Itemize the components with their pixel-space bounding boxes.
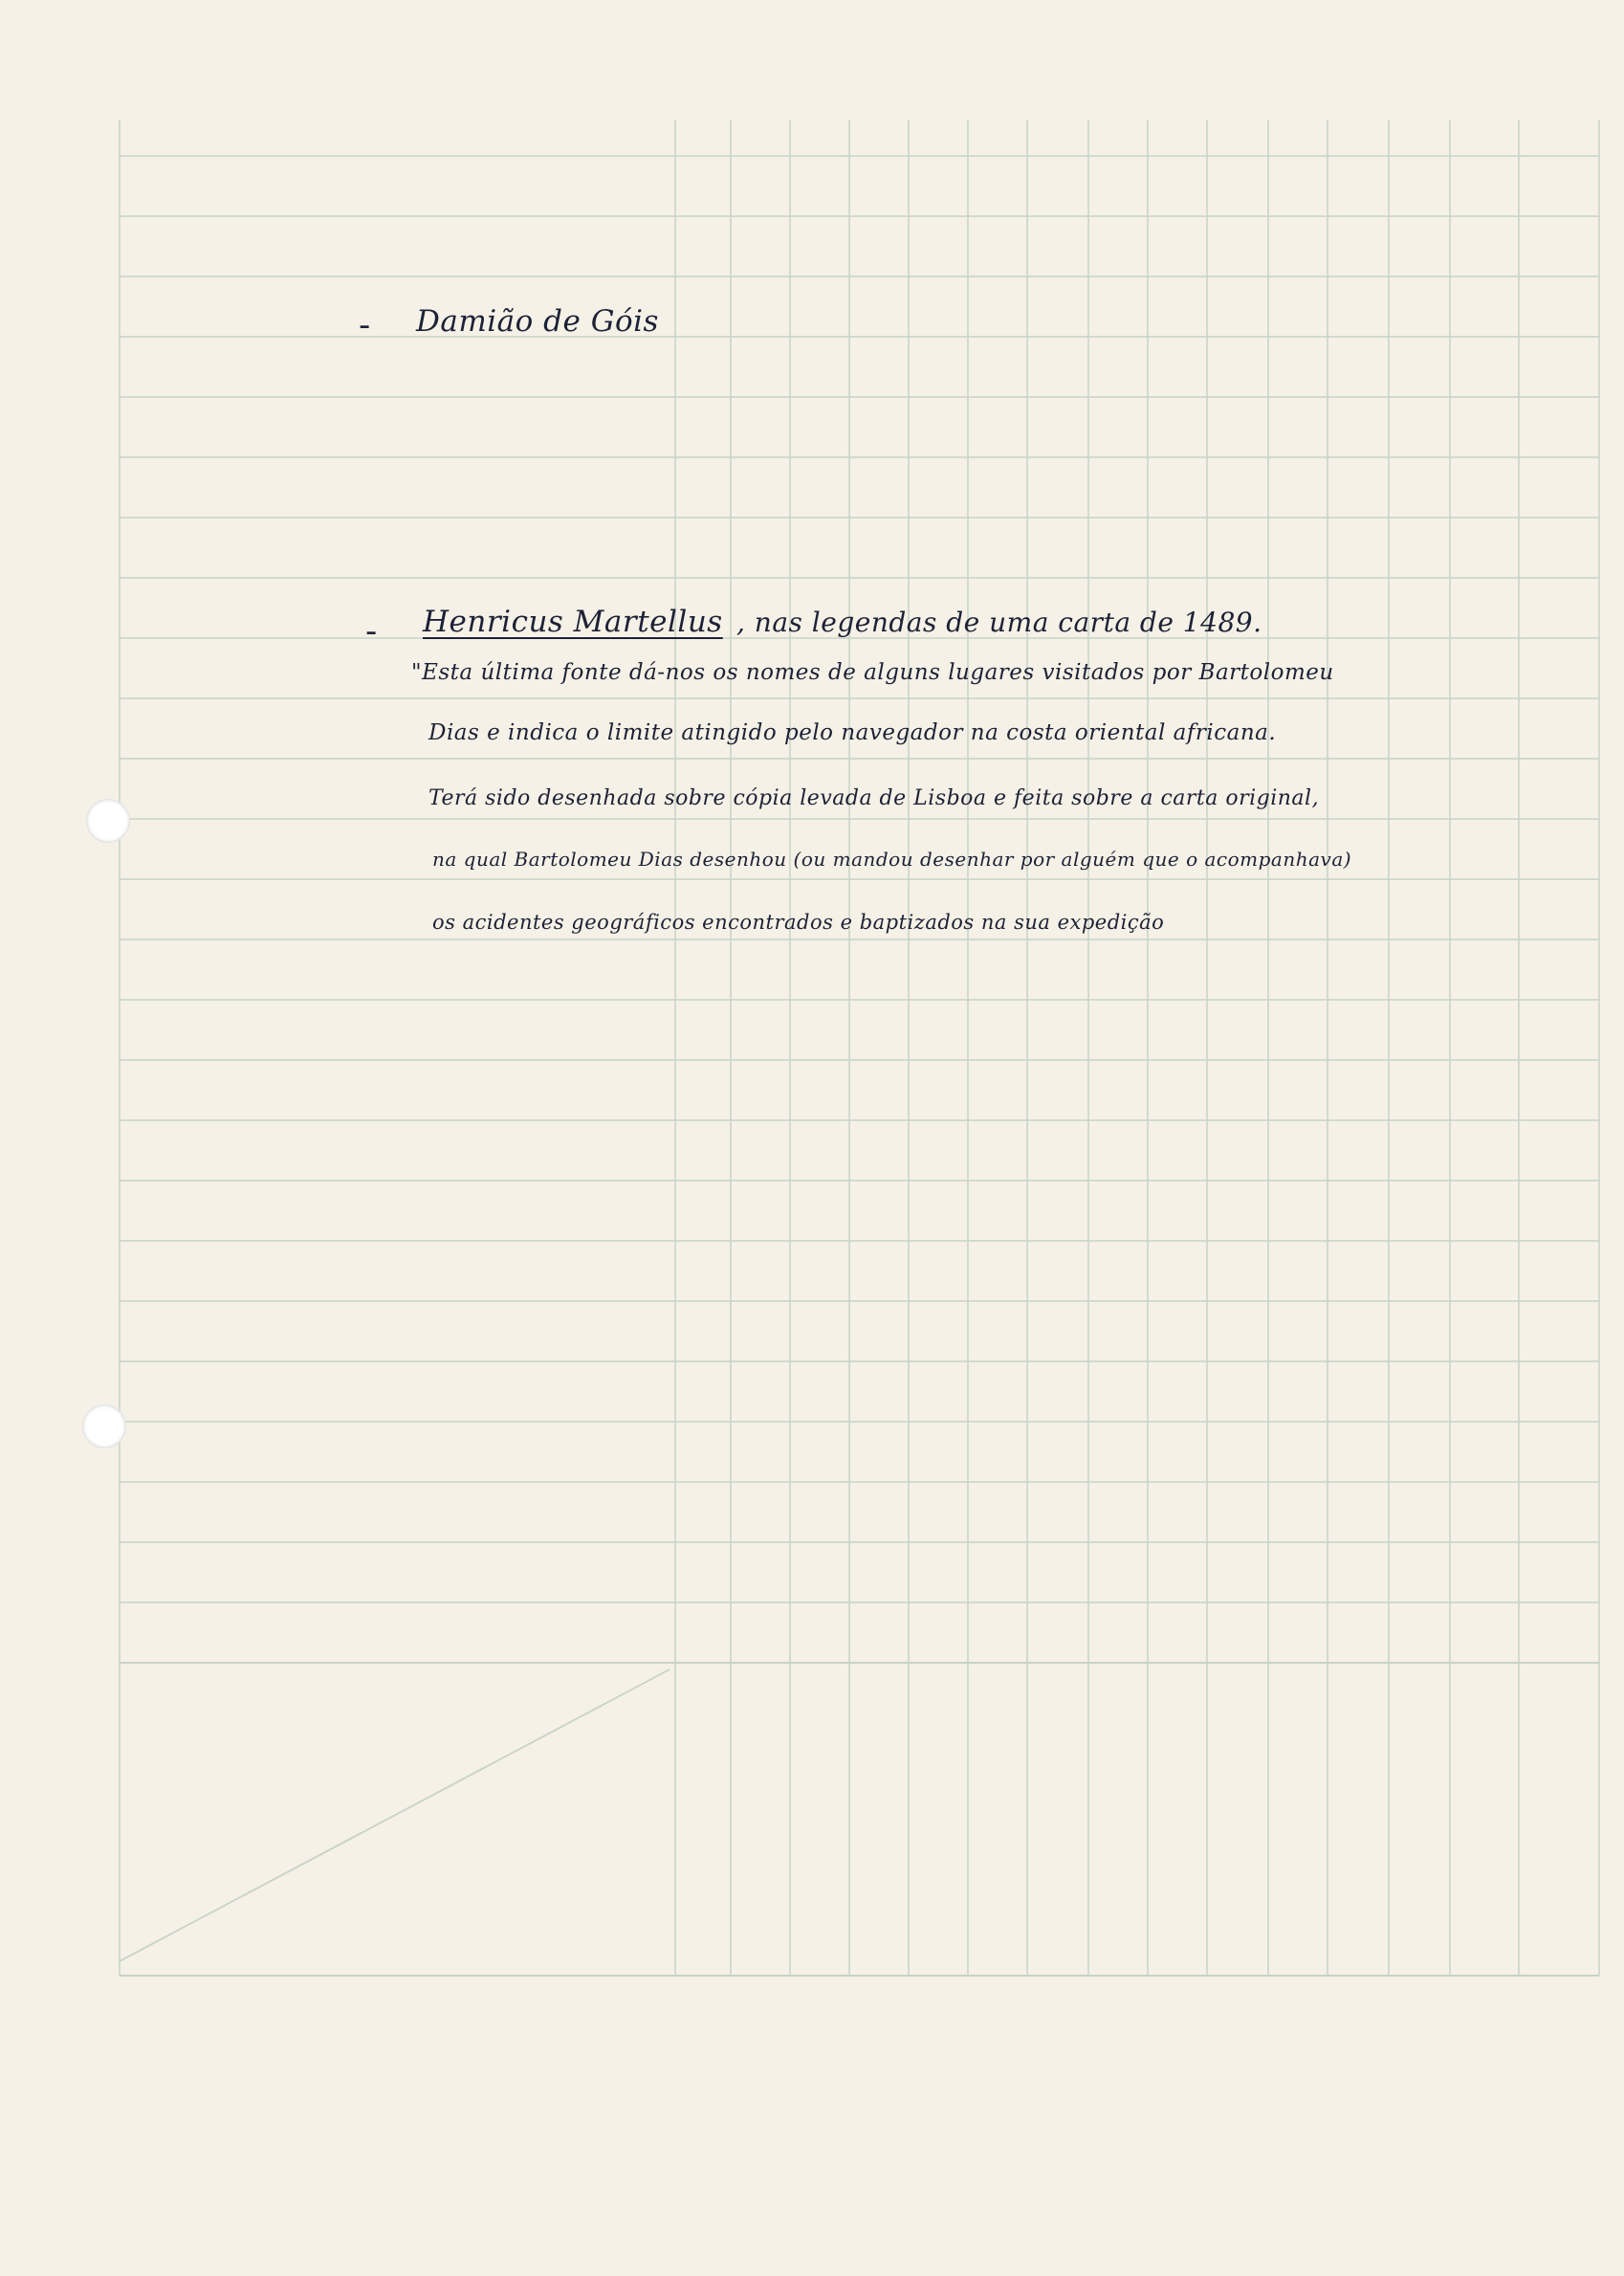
bullet-dash: -: [359, 306, 371, 344]
annotation-martellus-source: , nas legendas de uma carta de 1489.: [736, 607, 1262, 638]
bullet-dash: -: [365, 612, 378, 651]
grid-line: [120, 1669, 669, 1961]
quote-line: Terá sido desenhada sobre cópia levada de Lisboa e feita sobre a carta original,: [428, 786, 1320, 810]
annotation-damiao: Damião de Góis: [416, 304, 659, 339]
quote-line: "Esta última fonte dá-nos os nomes de alguns lugares visitados por Bartolomeu: [411, 660, 1334, 685]
annotation-martellus-name: Henricus Martellus: [423, 605, 723, 639]
punch-hole: [82, 1404, 126, 1448]
quote-line: Dias e indica o limite atingido pelo navegador na costa oriental africana.: [428, 720, 1277, 745]
punch-hole: [86, 799, 130, 843]
quote-line: na qual Bartolomeu Dias desenhou (ou mandou desenhar por alguém que o acompanhava): [432, 848, 1352, 871]
quote-line: os acidentes geográficos encontrados e baptizados na sua expedição: [432, 911, 1165, 934]
